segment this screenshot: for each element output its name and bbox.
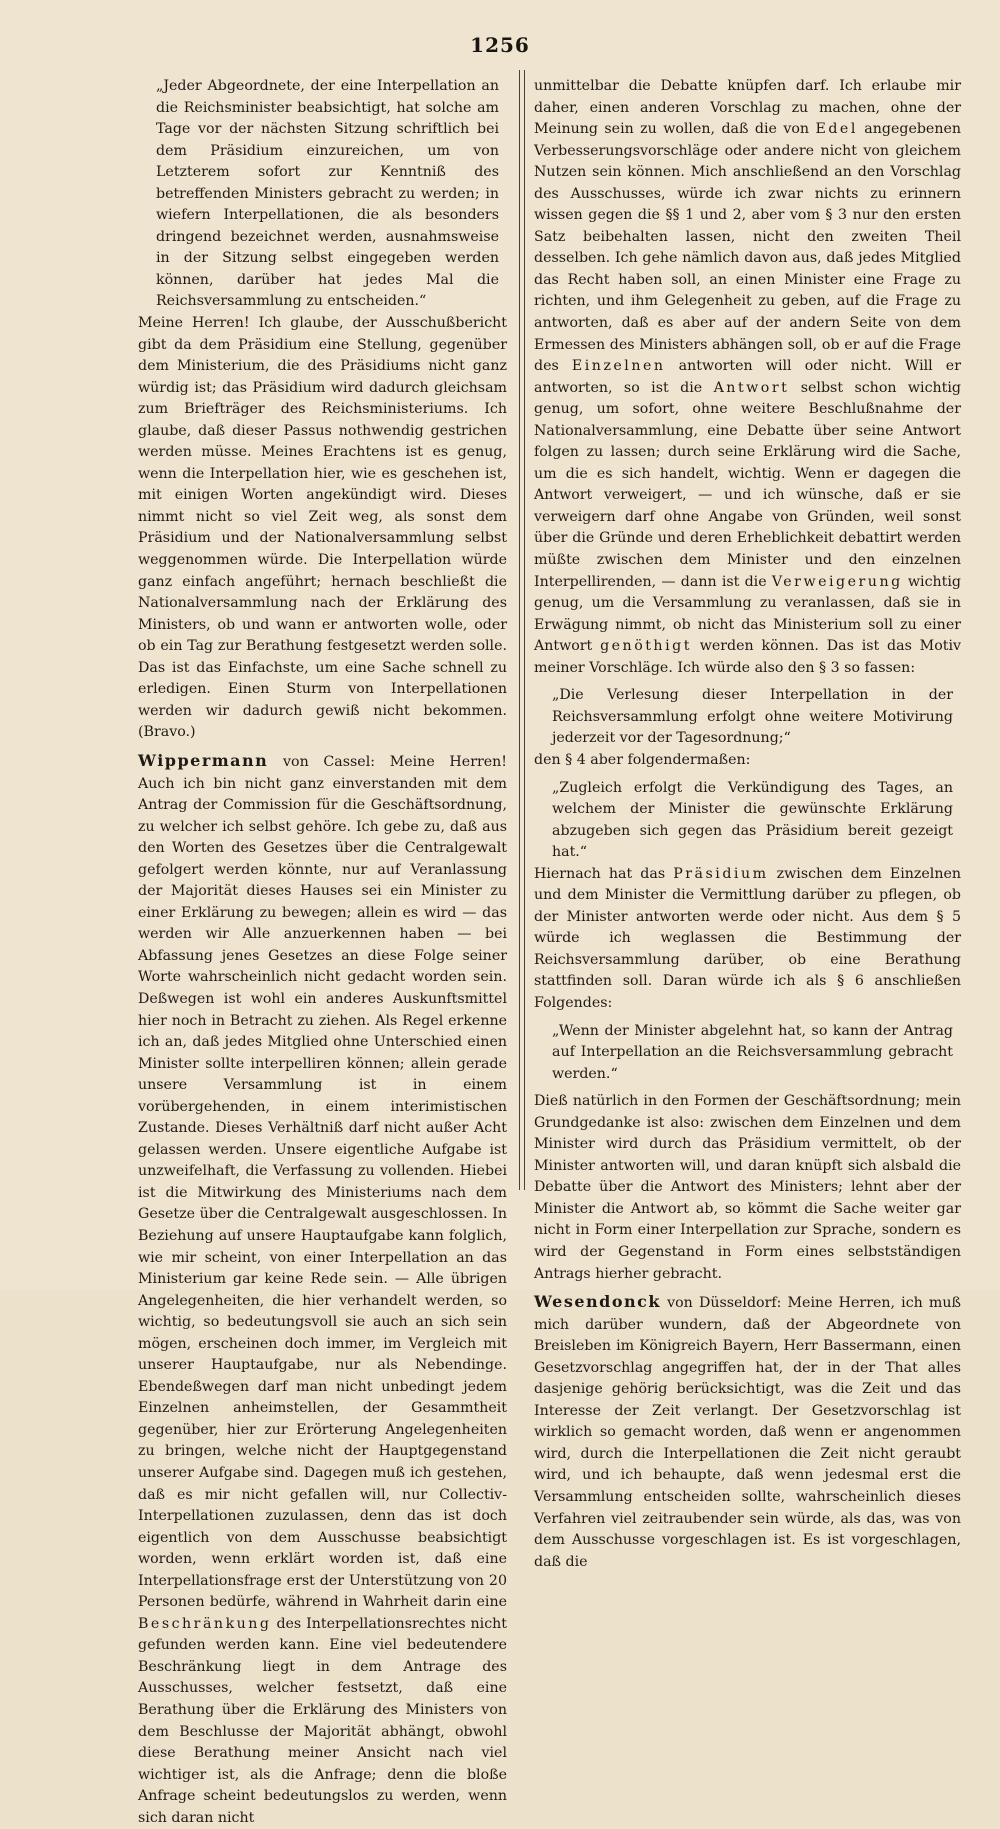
text-run: antworten will oder nicht. Will er antworten, so ist die <box>534 358 961 396</box>
spaced-name: Edel <box>815 121 858 138</box>
speech-text-tail: des Interpellationsrechtes nicht gefunden werden kann. Eine viel bedeutendere Beschränkung liegt in dem Antrage des Ausschusses, welcher festsetzt, daß eine Berathung über die Erklärung des Ministers von dem Beschlusse der Majorität abhängt, obwohl diese Berathung meiner Ansicht nach viel wichtiger ist, als die Anfrage; denn die bloße Anfrage scheint bedeutungslos zu werden, wenn sich daran nicht <box>138 1615 507 1826</box>
left-column <box>138 76 507 1829</box>
emphasized-word: Präsidium <box>673 865 769 882</box>
quoted-paragraph: „Jeder Abgeordnete, der eine Interpellation an die Reichsminister beabsichtigt, hat solche am Tage vor der nächsten Sitzung schriftlich bei dem Präsidium einzureichen, um von Letzterem sofort zur Kenntniß des betreffenden Ministers gebracht zu werden; in wiefern Interpellationen, die als besonders dringend bezeichnet werden, ausnahmsweise in der Sitzung selbst eingegeben werden können, darüber hat jedes Mal die Reichsversammlung zu entscheiden.“ <box>156 78 499 310</box>
speech-text: von Cassel: Meine Herren! Auch ich bin nicht ganz einverstanden mit dem Antrag der Commission für die Geschäftsordnung, zu welcher ich selbst gehöre. Ich gebe zu, daß aus den Worten des Gesetzes über die Centralgewalt gefolgert werden könnte, nur auf Veranlassung der Majorität dieses Hauses sei ein Minister zu einer Erklärung zu bewegen; allein es wird — das werden wir Alle anzuerkennen haben — bei Abfassung jenes Gesetzes an diese Folge seiner Worte wahrscheinlich nicht gedacht worden sein. Deßwegen ist wohl ein anderes Auskunftsmittel hier noch in Betracht zu ziehen. Als Regel erkenne ich an, daß jedes Mitglied ohne Unterschied einen Minister sollte interpelliren können; allein gerade unsere Versammlung ist in einem vorübergehenden, in einem interimistischen Zustande. Dieses Verhältniß darf nicht außer Acht gelassen werden. Unsere eigentliche Aufgabe ist unzweifelhaft, die Verfassung zu vollenden. Hiebei ist die Mitwirkung des Ministeriums nach dem Gesetze über die Centralgewalt ausgeschlossen. In Beziehung auf unsere Hauptaufgabe kann folglich, wie mir scheint, von einer Interpellation an das Ministerium gar keine Rede sein. — Alle übrigen Angelegenheiten, die hier verhandelt werden, so wichtig, so bedeutungsvoll sie auch an sich sein mögen, erscheinen doch immer, im Vergleich mit unserer Hauptaufgabe, nur als Nebendinge. Ebendeßwegen darf man nicht unbedingt jedem Einzelnen anheimstellen, der Gesammtheit gegenüber, hier zur Erörterung Angelegenheiten zu bringen, welche nicht der Hauptgegenstand unserer Aufgabe sind. Dagegen muß ich gestehen, daß es mir nicht gefallen will, nur Collectiv-Interpellationen zuzulassen, denn das ist doch eigentlich von dem Ausschusse beabsichtigt worden, wenn erklärt worden ist, daß eine Interpellationsfrage erst der Unterstützung von 20 Personen bedürfe, während in Wahrheit darin eine <box>138 753 507 1611</box>
speech-paragraph <box>138 750 507 1829</box>
body-paragraph <box>534 864 961 1015</box>
speaker-name: Wesendonck <box>534 1292 661 1312</box>
text-run: wichtig genug, um die Versammlung zu veranlassen, daß sie in Erwägung nimmt, ob nicht das Ministerium soll zu einer Antwort <box>534 573 961 655</box>
quoted-paragraph: „Die Verlesung dieser Interpellation in der Reichsversammlung erfolgt ohne weitere Motivirung jederzeit vor der Tagesordnung;“ <box>552 687 953 747</box>
text-run: werden können. Das ist das Motiv meiner Vorschläge. Ich würde also den § 3 so fassen: <box>534 638 961 676</box>
emphasized-word: Einzelnen <box>571 358 666 375</box>
emphasized-word: Beschränkung <box>138 1615 272 1632</box>
body-paragraph: den § 4 aber folgendermaßen: <box>534 751 751 768</box>
emphasized-word: genöthigt <box>600 638 692 655</box>
speech-paragraph <box>534 1291 961 1573</box>
text-run: Hiernach hat das <box>534 865 674 882</box>
speaker-name: Wippermann <box>138 750 269 770</box>
quoted-paragraph: „Zugleich erfolgt die Verkündigung des Tages, an welchem der Minister die gewünschte Erklärung abzugeben sich gegen das Präsidium bereit gezeigt hat.“ <box>552 779 953 861</box>
text-run: zwischen dem Einzelnen und dem Minister die Vermittlung darüber zu pflegen, ob der Minister antworten werde oder nicht. Aus dem § 5 würde ich weglassen die Bestimmung der Reichsversammlung darüber, ob eine Berathung stattfinden soll. Daran würde ich als § 6 anschließen Folgendes: <box>534 865 961 1011</box>
emphasized-word: Antwort <box>713 379 790 396</box>
emphasized-word: Verweigerung <box>771 573 903 590</box>
body-paragraph: Dieß natürlich in den Formen der Geschäftsordnung; mein Grundgedanke ist also: zwischen dem Einzelnen und dem Minister wird durch das Präsidium vermittelt, ob der Minister antworten will, und daran knüpft sich alsbald die Debatte über die Antwort des Ministers; lehnt aber der Minister die Antwort ab, so kömmt die Sache weiter gar nicht in Form einer Interpellation zur Sprache, sondern es wird der Gegenstand in Form eines selbstständigen Antrags hierher gebracht. <box>534 1093 961 1282</box>
quoted-paragraph: „Wenn der Minister abgelehnt hat, so kann der Antrag auf Interpellation an die Reichsversammlung gebracht werden.“ <box>552 1022 953 1082</box>
body-paragraph: Meine Herren! Ich glaube, der Ausschußbericht gibt da dem Präsidium eine Stellung, gegenüber dem Ministerium, die des Präsidiums nicht ganz würdig ist; das Präsidium wird dadurch gleichsam zum Briefträger des Reichsministeriums. Ich glaube, daß dieser Passus nothwendig gestrichen werden müsse. Meines Erachtens ist es genug, wenn die Interpellation hier, wie es geschehen ist, mit einigen Worten angekündigt wird. Dieses nimmt nicht so viel Zeit weg, als sonst dem Präsidium und der Nationalversammlung selbst weggenommen würde. Die Interpellation würde ganz einfach angeführt; hernach beschließt die Nationalversammlung nach der Erklärung des Ministers, ob und wann er antworten wolle, oder ob ein Tag zur Berathung festgesetzt werden solle. Das ist das Einfachste, um eine Sache schnell zu erledigen. Einen Sturm von Interpellationen werden wir dadurch gewiß nicht bekommen. (Bravo.) <box>138 315 507 741</box>
column-divider <box>519 70 525 1190</box>
text-run: angegebenen Verbesserungsvorschläge oder andere nicht von gleichem Nutzen sein können. Mich anschließend an den Vorschlag des Ausschusses, würde ich zwar nichts zu erinnern wissen gegen die §§ 1 und 2, aber vom § 3 nur den ersten Satz beibehalten lassen, nicht den zweiten Theil desselben. Ich gehe nämlich davon aus, daß jedes Mitglied das Recht haben soll, an einen Minister eine Frage zu richten, und ihm Gelegenheit zu geben, auf die Frage zu antworten, daß es aber auf der andern Seite von dem Ermessen des Ministers abhängen soll, ob er auf die Frage des <box>534 121 961 375</box>
right-column <box>534 76 961 1573</box>
speech-text: von Düsseldorf: Meine Herren, ich muß mich darüber wundern, daß der Abgeordnete von Breisleben im Königreich Bayern, Herr Bassermann, einen Gesetzvorschlag angegriffen hat, der in der That alles dasjenige gehörig berücksichtigt, was die Zeit und das Interesse der Zeit verlangt. Der Gesetzvorschlag ist wirklich so gemacht worden, daß wenn er angenommen wird, durch die Interpellationen die Zeit nicht geraubt wird, und ich behaupte, daß wenn jedesmal erst die Versammlung entscheiden sollte, wahrscheinlich dieses Verfahren viel zeitraubender sein würde, als das, was von dem Ausschusse vorgeschlagen ist. Es ist vorgeschlagen, daß die <box>534 1295 961 1570</box>
body-paragraph <box>534 76 961 679</box>
page-number: 1256 <box>470 33 530 57</box>
text-run: unmittelbar die Debatte knüpfen darf. Ich erlaube mir daher, einen anderen Vorschlag zu machen, ohne der Meinung sein zu wollen, daß die von <box>534 78 961 138</box>
text-run: selbst schon wichtig genug, um sofort, ohne weitere Beschlußnahme der Nationalversammlung, eine Debatte über seine Antwort folgen zu lassen; durch seine Erklärung wird die Sache, um die es sich handelt, wichtig. Wenn er dagegen die Antwort verweigert, — und ich wünsche, daß er sie verweigern darf ohne Angabe von Gründen, weil sonst über die Gründe und deren Erheblichkeit debattirt werden müßte zwischen dem Minister und den einzelnen Interpellirenden, — dann ist die <box>534 379 962 590</box>
